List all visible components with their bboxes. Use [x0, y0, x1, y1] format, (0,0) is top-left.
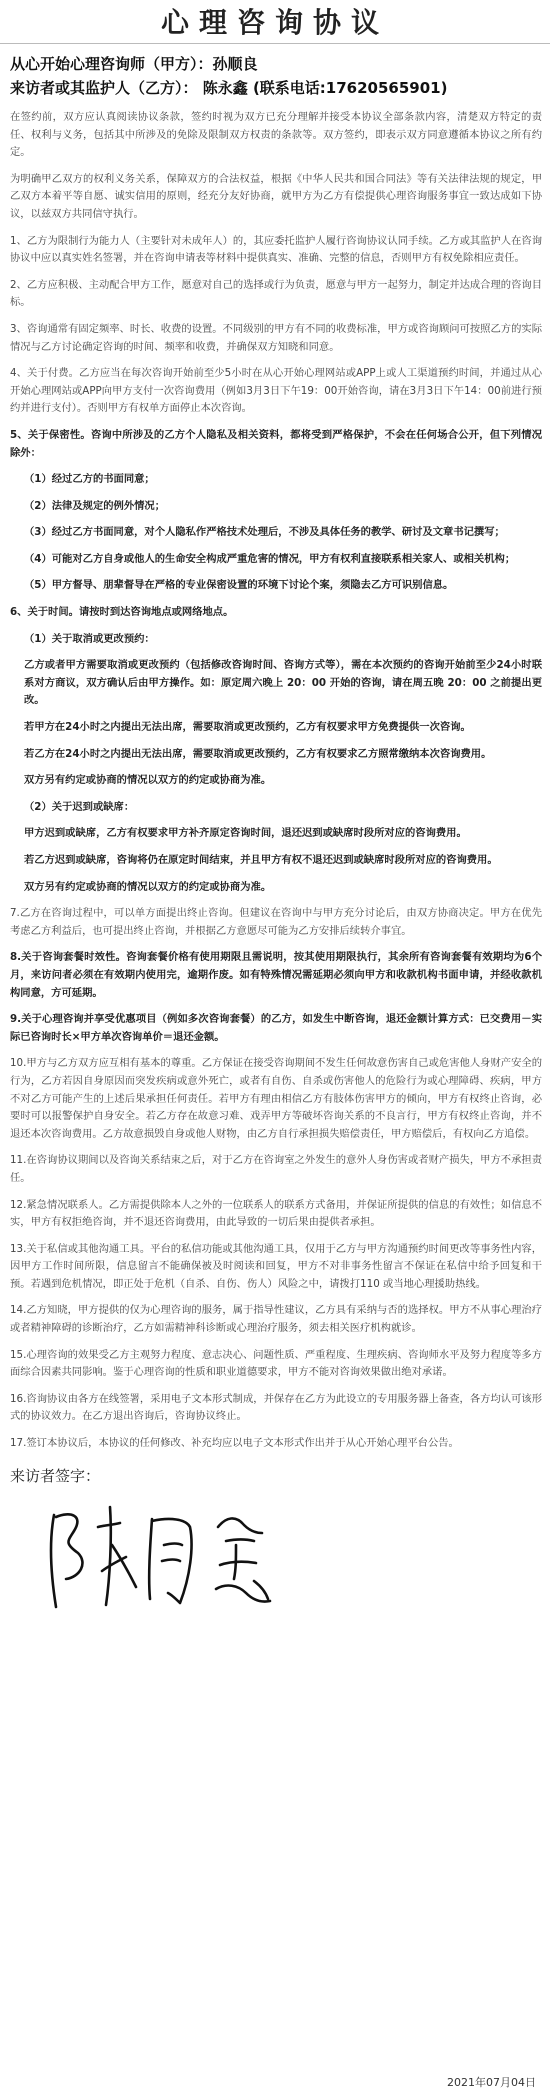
- clause-paragraph: 双方另有约定或协商的情况以双方的约定或协商为准。: [24, 774, 272, 787]
- clause-list: [10, 224, 542, 1453]
- clause-paragraph: 2、乙方应积极、主动配合甲方工作，愿意对自己的选择或行为负责，愿意与甲方一起努力，制定并达成合理的咨询目标。: [10, 278, 542, 309]
- clause-paragraph: （4）可能对乙方自身或他人的生命安全构成严重危害的情况，甲方有权利直接联系相关家人、或相关机构；: [24, 552, 516, 565]
- intro-paragraph: 在签约前，双方应认真阅读协议条款，签约时视为双方已充分理解并接受本协议全部条款内容，清楚双方特定的责任、权利与义务，包括其中所涉及的免除及限制双方权责的条款等。双方签约，即表示双方同意遵循本协议之所有约定。: [10, 111, 542, 159]
- agreement-body: [0, 52, 550, 1617]
- clause-paragraph: （5）甲方督导、朋辈督导在严格的专业保密设置的环境下讨论个案，须隐去乙方可识别信息。: [24, 579, 454, 592]
- clause-paragraph: 6、关于时间。请按时到达咨询地点或网络地点。: [10, 606, 234, 619]
- title-divider: [0, 43, 550, 44]
- clause-paragraph: 8.关于咨询套餐时效性。咨询套餐价格有使用期限且需说明，按其使用期限执行，其余所有咨询套餐有效期均为6个月，来访问者必须在有效期内使用完，逾期作废。如有特殊情况需延期必须向甲方和收款机构书面申请，并经收款机构同意，方可延期。: [10, 951, 542, 999]
- clause-paragraph: 12.紧急情况联系人。乙方需提供除本人之外的一位联系人的联系方式备用，并保证所提供的信息的有效性；如信息不实，甲方有权拒绝咨询，并不退还咨询费用，由此导致的一切后果由提供者承担。: [10, 1198, 542, 1229]
- handwritten-signature: [40, 1487, 300, 1617]
- clause-paragraph: 若乙方在24小时之内提出无法出席，需要取消或更改预约，乙方有权要求乙方照常缴纳本次咨询费用。: [24, 747, 492, 760]
- clause-paragraph: 10.甲方与乙方双方应互相有基本的尊重。乙方保证在接受咨询期间不发生任何故意伤害自己或危害他人身财产安全的行为，乙方若因自身原因而突发疾病或意外死亡，或者有自伤、自杀或伤害他人的危险行为或心理障碍、疾病，甲方不对乙方可能产生的上述后果承担任何责任。若甲方有理由相信乙方有肢体伤害甲方的倾向，甲方有权终止咨询，必要时可以报警保护自身安全。若乙方存在故意习难、戏弄甲方等破坏咨询关系的不良言行，甲方有权终止咨询，并不退还本次咨询费用。乙方故意损毁自身或他人财物，由乙方自行承担损失赔偿责任，甲方赔偿后，有权向乙方追偿。: [10, 1057, 542, 1140]
- clause-paragraph: 11.在咨询协议期间以及咨询关系结束之后，对于乙方在咨询室之外发生的意外人身伤害或者财产损失，甲方不承担责任。: [10, 1154, 542, 1184]
- clause-paragraph: 16.咨询协议由各方在线签署，采用电子文本形式制成，并保存在乙方为此设立的专用服务器上备查，各方均认可该形式的协议效力。在乙方退出咨询后，咨询协议终止。: [10, 1392, 542, 1423]
- clause-paragraph: 双方另有约定或协商的情况以双方的约定或协商为准。: [24, 880, 272, 893]
- clause-paragraph: 1、乙方为限制行为能力人（主要针对未成年人）的，其应委托监护人履行咨询协议认同手续。乙方或其监护人在咨询协议中应以真实姓名签署，并在咨询申请表等材料中提供真实、准确、完整的信息，否则甲方有权免除相应责任。: [10, 234, 542, 265]
- clause-paragraph: 5、关于保密性。咨询中所涉及的乙方个人隐私及相关资料，都将受到严格保护，不会在任何场合公开，但下列情况除外：: [10, 428, 542, 459]
- clause-paragraph: 14.乙方知晓，甲方提供的仅为心理咨询的服务，属于指导性建议，乙方具有采纳与否的选择权。甲方不从事心理治疗或者精神障碍的诊断治疗，乙方如需精神科诊断或心理治疗服务，须去相关医疗机构就诊。: [10, 1304, 542, 1335]
- clause-paragraph: 7.乙方在咨询过程中，可以单方面提出终止咨询。但建议在咨询中与甲方充分讨论后，由双方协商决定。甲方在优先考虑乙方利益后，也可提出终止咨询，并根据乙方意愿尽可能为乙方安排后续转介事宜。: [10, 907, 542, 937]
- clause-paragraph: 4、关于付费。乙方应当在每次咨询开始前至少5小时在从心开始心理网站或APP上或人工渠道预约时间，并通过从心开始心理网站或APP向甲方支付一次咨询费用（例如3月3日下午19：00开始咨询，请在3月3日下午14：00前进行预约并进行支付）。否则甲方有权单方面停止本次咨询。: [10, 367, 542, 415]
- client-party: 来访者或其监护人（乙方）： 陈永鑫 (联系电话:17620565901): [10, 79, 448, 97]
- signature-label: 来访者签字：: [10, 1466, 101, 1485]
- clause-paragraph: （2）关于迟到或缺席：: [24, 800, 135, 813]
- clause-paragraph: 乙方或者甲方需要取消或更改预约（包括修改咨询时间、咨询方式等），需在本次预约的咨询开始前至少24小时联系对方商议，双方确认后由甲方操作。如：原定周六晚上 20：00 开始的咨询，请在周五晚 20：00 之前提出更改。: [24, 659, 542, 707]
- clause-paragraph: 15.心理咨询的效果受乙方主观努力程度、意志决心、问题性质、严重程度、生理疾病、咨询师水平及努力程度等多方面综合因素共同影响。鉴于心理咨询的性质和职业道德要求，甲方不能对咨询效果做出绝对承诺。: [10, 1348, 542, 1379]
- clause-paragraph: 若乙方迟到或缺席，咨询将仍在原定时间结束，并且甲方有权不退还迟到或缺席时段所对应的咨询费用。: [24, 854, 498, 866]
- clause-paragraph: 3、咨询通常有固定频率、时长、收费的设置。不同级别的甲方有不同的收费标准，甲方或咨询顾问可按照乙方的实际情况与乙方讨论确定咨询的时间、频率和收费，并确保双方知晓和同意。: [10, 322, 542, 353]
- intro-paragraph: 为明确甲乙双方的权利义务关系，保障双方的合法权益，根据《中华人民共和国合同法》等有关法律法规的规定，甲乙双方本着平等自愿、诚实信用的原则，经充分友好协商，就甲方为乙方有偿提供心理咨询服务事宜一致达成如下协议，以兹双方共同信守执行。: [10, 172, 542, 220]
- page-title: 心理咨询协议: [160, 6, 389, 39]
- clause-paragraph: 若甲方在24小时之内提出无法出席，需要取消或更改预约，乙方有权要求甲方免费提供一次咨询。: [24, 721, 471, 734]
- clause-paragraph: （2）法律及规定的例外情况；: [24, 499, 166, 512]
- clause-paragraph: 9.关于心理咨询并享受优惠项目（例如多次咨询套餐）的乙方，如发生中断咨询，退还金额计算方式：已交费用－实际已咨询时长×甲方单次咨询单价＝退还金额。: [10, 1013, 542, 1043]
- clause-paragraph: （1）关于取消或更改预约：: [24, 632, 155, 645]
- clause-paragraph: 13.关于私信或其他沟通工具。平台的私信功能或其他沟通工具，仅用于乙方与甲方沟通预约时间更改等事务性内容，因甲方工作时间所限，信息留言不能确保被及时阅读和回复，甲方不对非事务性留言不保证在私信中给予回复和干预。若遇到危机情况，即正处于危机（自杀、自伤、伤人）风险之中，请拨打110 或当地心理援助热线。: [10, 1242, 542, 1290]
- clause-paragraph: 17.签订本协议后，本协议的任何修改、补充均应以电子文本形式作出并于从心开始心理平台公告。: [10, 1437, 459, 1450]
- clause-paragraph: （1）经过乙方的书面同意；: [24, 473, 155, 486]
- signing-date: 2021年07月04日: [447, 2076, 536, 2089]
- clause-paragraph: （3）经过乙方书面同意，对个人隐私作严格技术处理后，不涉及具体任务的教学、研讨及文章书记撰写；: [24, 526, 505, 539]
- counselor-party: 从心开始心理咨询师（甲方）：孙顺良: [10, 55, 258, 73]
- clause-paragraph: 甲方迟到或缺席，乙方有权要求甲方补齐原定咨询时间，退还迟到或缺席时段所对应的咨询费用。: [24, 827, 467, 840]
